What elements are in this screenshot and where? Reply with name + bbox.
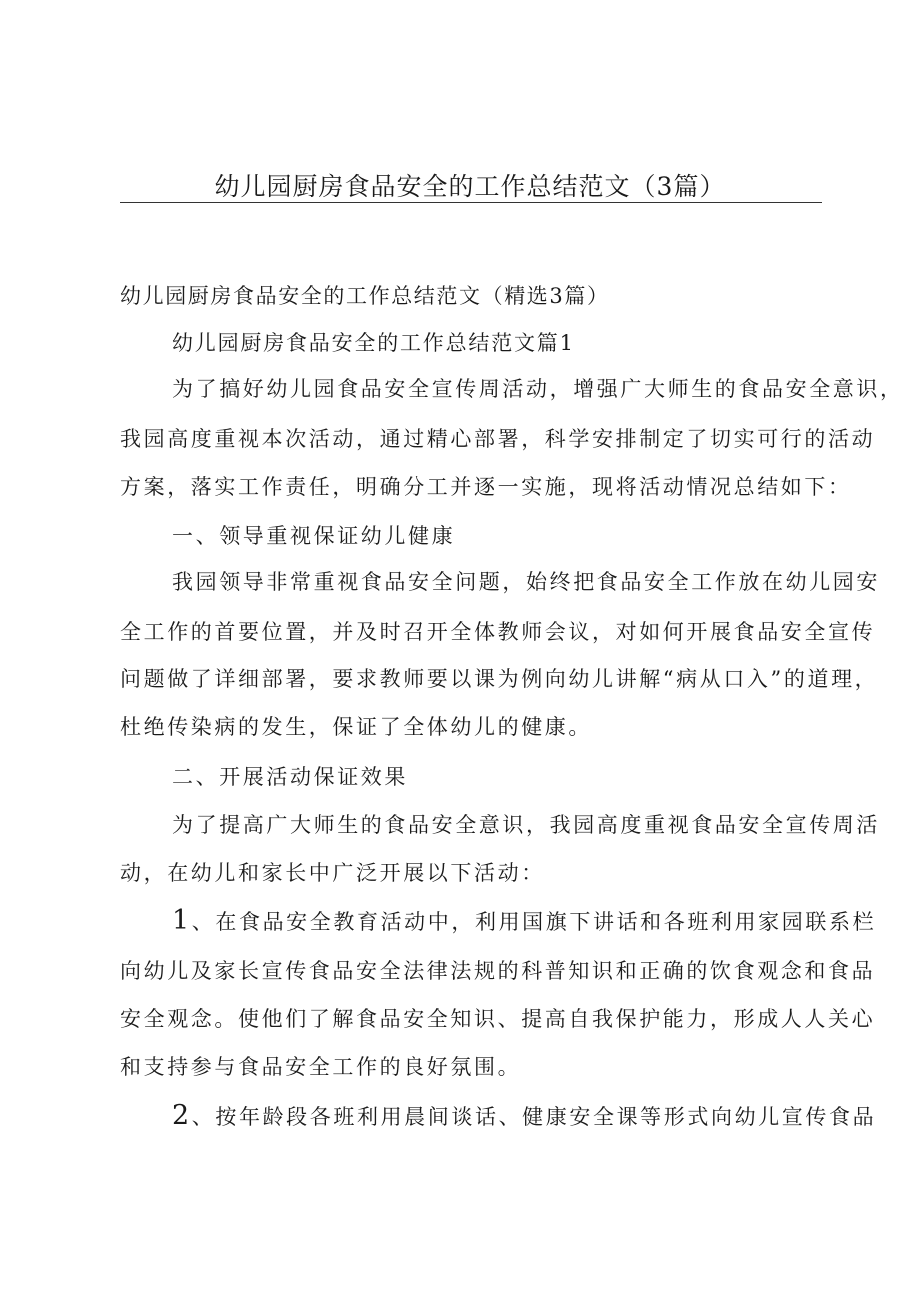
list-item-number: 2 xyxy=(172,1100,192,1131)
list-item-1-line: 安全观念。使他们了解食品安全知识、提高自我保护能力，形成人人关心 xyxy=(120,1007,876,1031)
title-underline xyxy=(120,202,822,203)
section-heading: 二、开展活动保证效果 xyxy=(172,765,408,789)
list-item-1-line: 向幼儿及家长宣传食品安全法律法规的科普知识和正确的饮食观念和食品 xyxy=(120,959,876,983)
list-item-2-line xyxy=(172,1101,876,1132)
section1-line: 杜绝传染病的发生，保证了全体幼儿的健康。 xyxy=(120,715,592,739)
section2-line: 为了提高广大师生的食品安全意识，我园高度重视食品安全宣传周活 xyxy=(172,813,880,837)
section1-line: 问题做了详细部署，要求教师要以课为例向幼儿讲解“病从口入”的道理， xyxy=(120,667,879,691)
section-heading: 一、领导重视保证幼儿健康 xyxy=(172,524,456,548)
list-item-text: 、在食品安全教育活动中，利用国旗下讲话和各班利用家园联系栏 xyxy=(191,910,877,934)
article-heading: 幼儿园厨房食品安全的工作总结范文篇1 xyxy=(172,331,575,355)
document-title: 幼儿园厨房食品安全的工作总结范文（3篇） xyxy=(214,172,726,201)
section2-line: 动，在幼儿和家长中广泛开展以下活动： xyxy=(120,861,545,885)
list-item-1-line xyxy=(172,906,876,937)
intro-line: 方案，落实工作责任，明确分工并逐一实施，现将活动情况总结如下： xyxy=(120,475,852,499)
document-subtitle: 幼儿园厨房食品安全的工作总结范文（精选3篇） xyxy=(120,284,610,308)
section1-line: 全工作的首要位置，并及时召开全体教师会议，对如何开展食品安全宣传 xyxy=(120,620,876,644)
list-item-text: 、按年龄段各班利用晨间谈话、健康安全课等形式向幼儿宣传食品 xyxy=(191,1105,877,1129)
list-item-1-line: 和支持参与食品安全工作的良好氛围。 xyxy=(120,1055,522,1079)
intro-line: 为了搞好幼儿园食品安全宣传周活动，增强广大师生的食品安全意识， xyxy=(172,377,904,401)
intro-line: 我园高度重视本次活动，通过精心部署，科学安排制定了切实可行的活动 xyxy=(120,427,876,451)
section1-line: 我园领导非常重视食品安全问题，始终把食品安全工作放在幼儿园安 xyxy=(172,570,880,594)
list-item-number: 1 xyxy=(172,905,192,936)
